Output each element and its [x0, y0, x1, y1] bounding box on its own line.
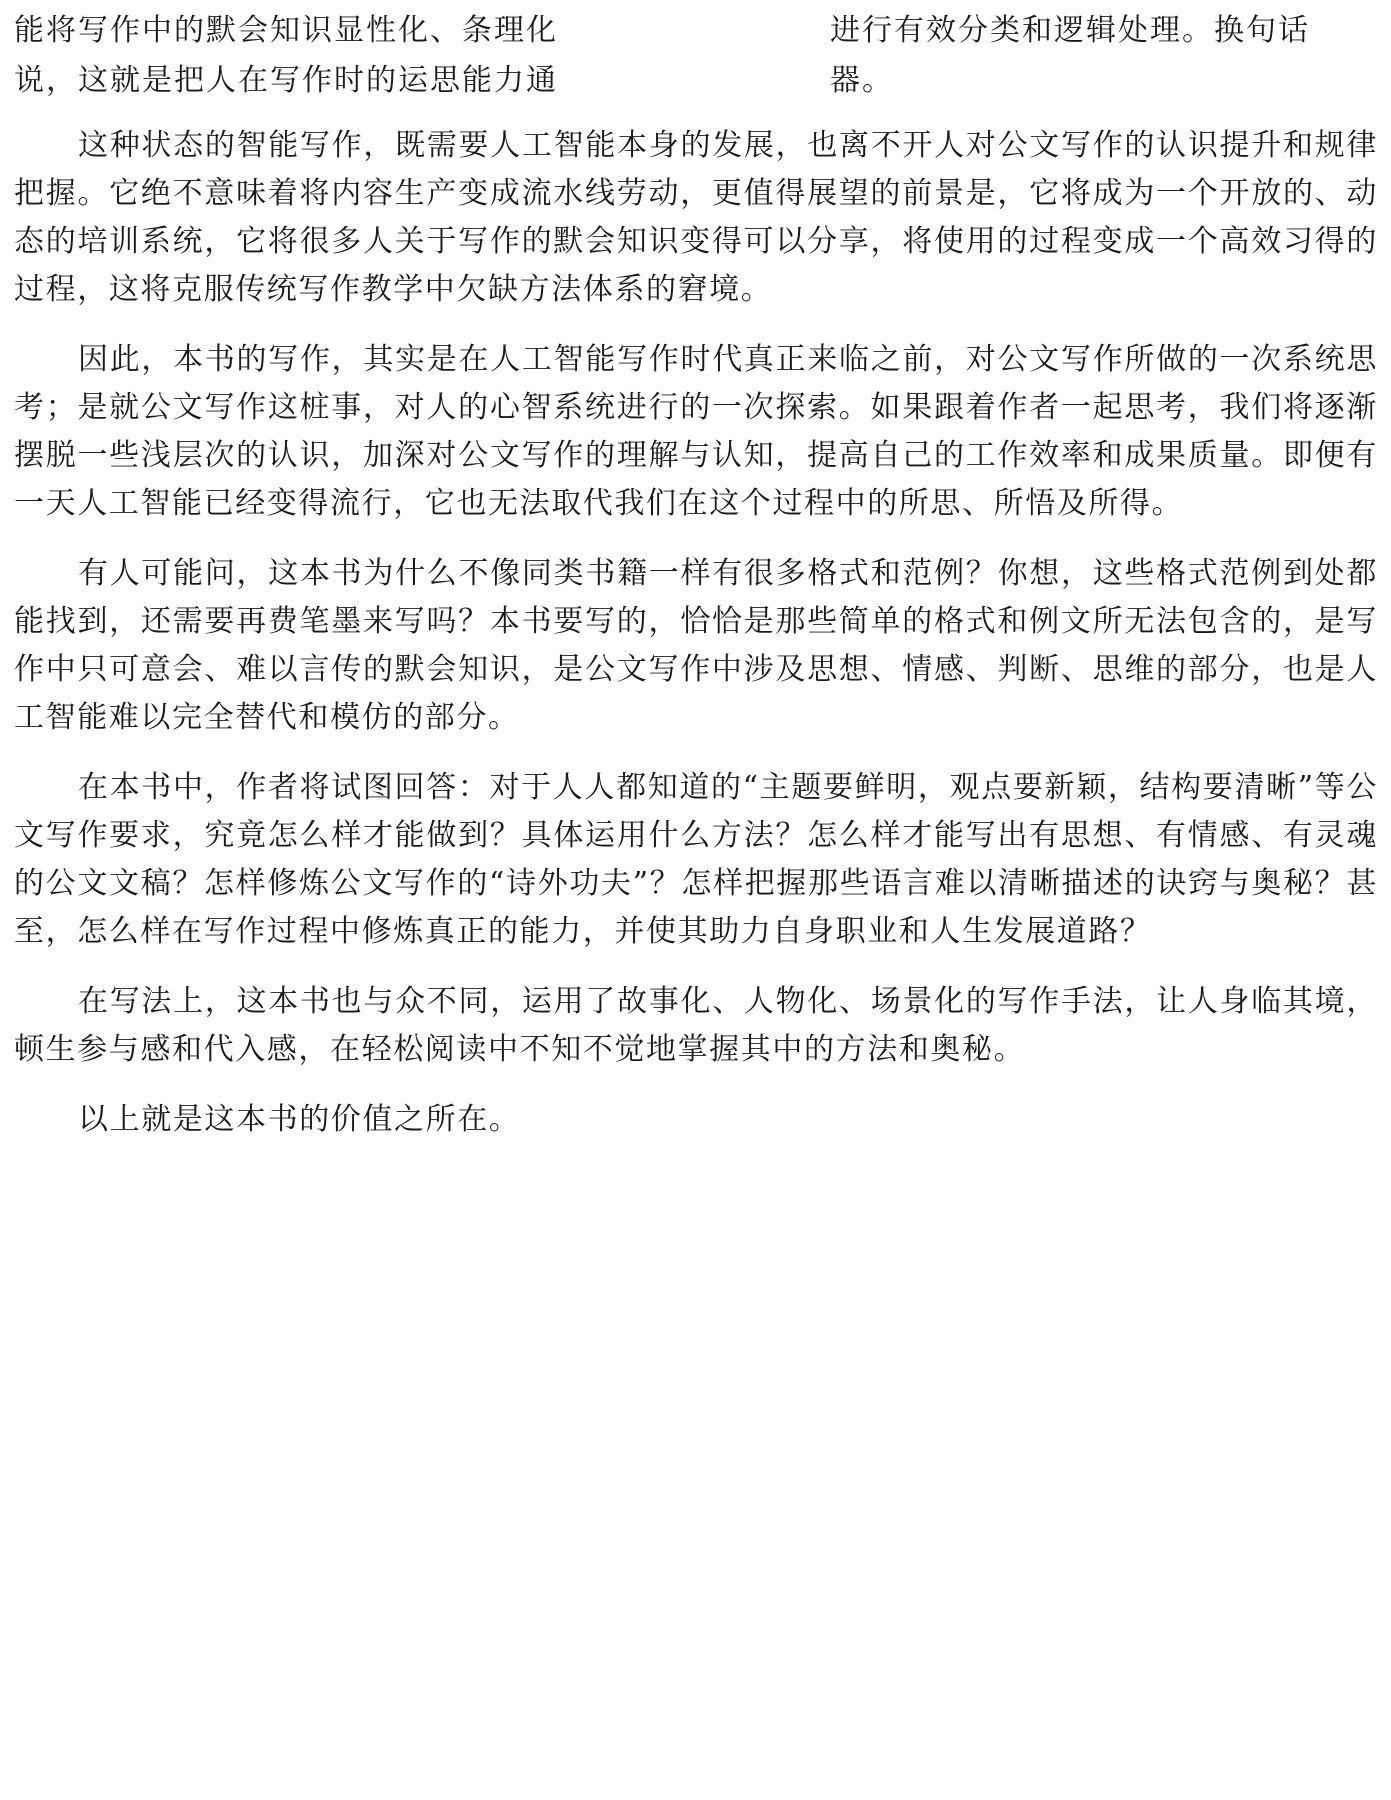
paragraph: 因此，本书的写作，其实是在人工智能写作时代真正来临之前，对公文写作所做的一次系统思考；是就公文写作这桩事，对人的心智系统进行的一次探索。如果跟着作者一起思考，我们将逐渐摆脱一些浅层次的认识，加深对公文写作的理解与认知，提高自己的工作效率和成果质量。即便有一天人工智能已经变得流行，它也无法取代我们在这个过程中的所思、所悟及所得。 — [14, 342, 1378, 521]
top-fragment-right: 进行有效分类和逻辑处理。换句话 器。 — [830, 13, 1310, 98]
paragraph: 在写法上，这本书也与众不同，运用了故事化、人物化、场景化的写作手法，让人身临其境，顿生参与感和代入感，在轻松阅读中不知不觉地掌握其中的方法和奥秘。 — [14, 984, 1378, 1067]
paragraph: 这种状态的智能写作，既需要人工智能本身的发展，也离不开人对公文写作的认识提升和规律把握。它绝不意味着将内容生产变成流水线劳动，更值得展望的前景是，它将成为一个开放的、动态的培训系统，它将很多人关于写作的默会知识变得可以分享，将使用的过程变成一个高效习得的过程，这将克服传统写作教学中欠缺方法体系的窘境。 — [14, 128, 1378, 307]
top-fragment-left: 能将写作中的默会知识显性化、条理化 说，这就是把人在写作时的运思能力通 — [14, 13, 558, 98]
paragraph: 有人可能问，这本书为什么不像同类书籍一样有很多格式和范例？你想，这些格式范例到处都能找到，还需要再费笔墨来写吗？本书要写的，恰恰是那些简单的格式和例文所无法包含的，是写作中只可意会、难以言传的默会知识，是公文写作中涉及思想、情感、判断、思维的部分，也是人工智能难以完全替代和模仿的部分。 — [14, 556, 1378, 735]
paragraph: 在本书中，作者将试图回答：对于人人都知道的“主题要鲜明，观点要新颖，结构要清晰”等公文写作要求，究竟怎么样才能做到？具体运用什么方法？怎么样才能写出有思想、有情感、有灵魂的公文文稿？怎样修炼公文写作的“诗外功夫”？怎样把握那些语言难以清晰描述的诀窍与奥秘？甚至，怎么样在写作过程中修炼真正的能力，并使其助力自身职业和人生发展道路？ — [14, 770, 1378, 949]
body-text — [14, 122, 1378, 1166]
paragraph: 以上就是这本书的价值之所在。 — [78, 1102, 521, 1137]
